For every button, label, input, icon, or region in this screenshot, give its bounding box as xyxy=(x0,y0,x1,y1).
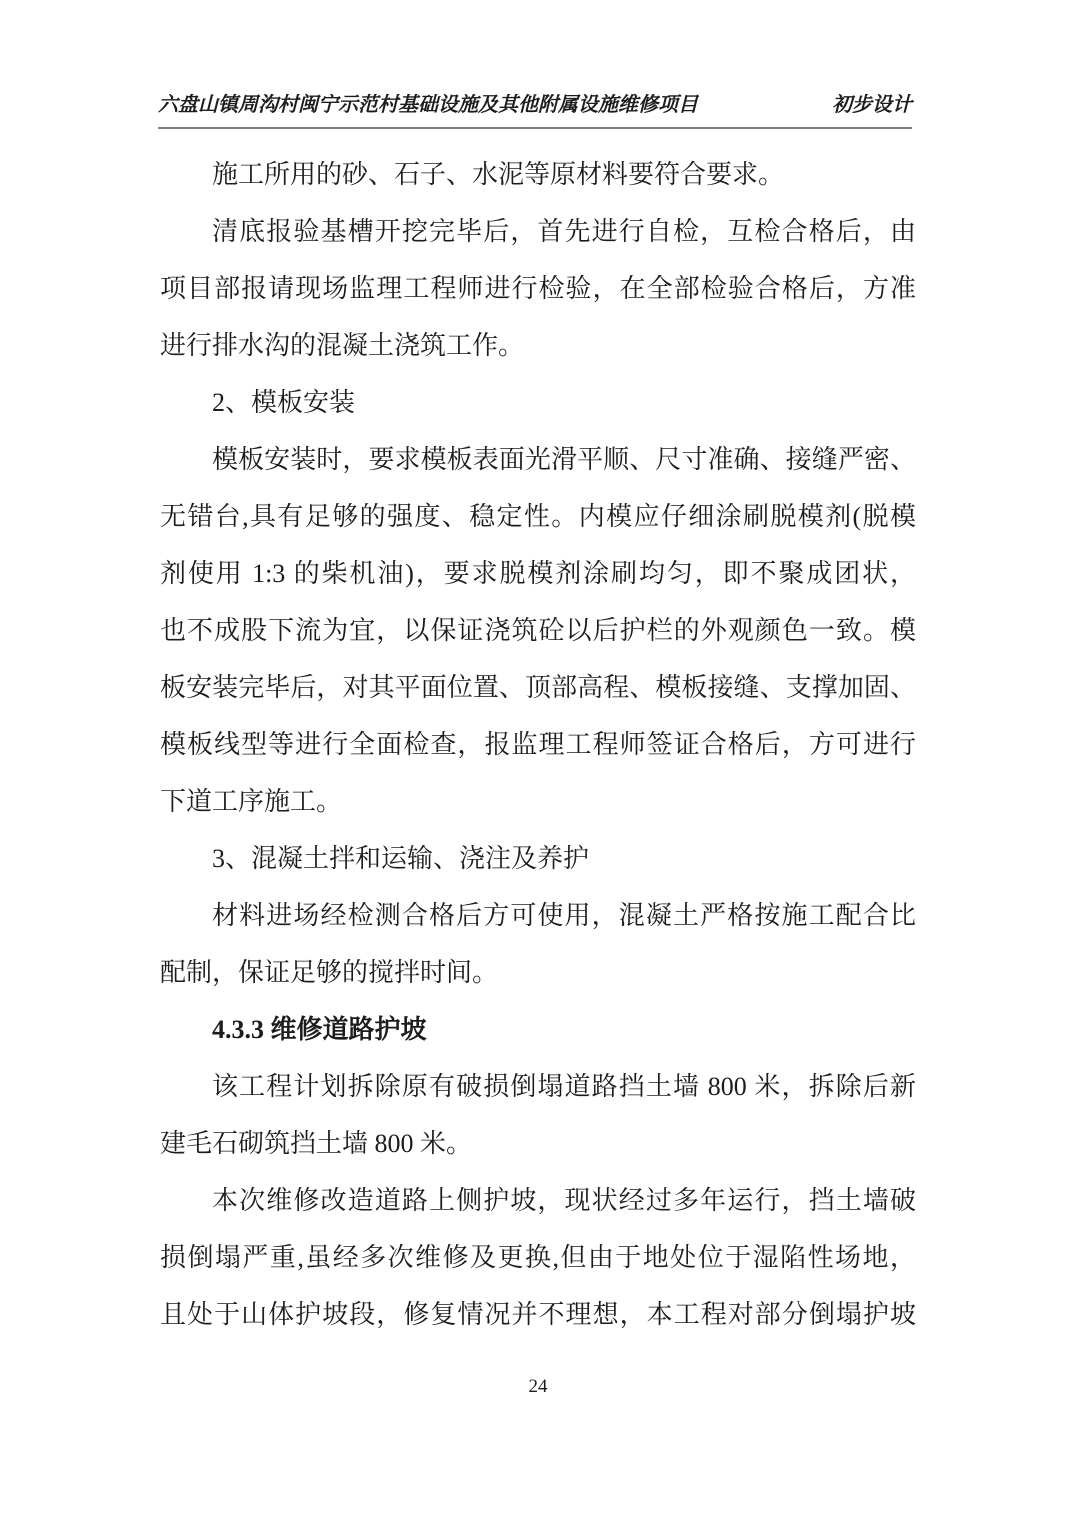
paragraph-line: 项目部报请现场监理工程师进行检验，在全部检验合格后，方准 xyxy=(160,274,916,303)
header-rule xyxy=(158,127,912,129)
page-footer xyxy=(160,1376,916,1398)
header-doc-type: 初步设计 xyxy=(832,94,912,116)
paragraph-line: 且处于山体护坡段，修复情况并不理想，本工程对部分倒塌护坡 xyxy=(160,1300,916,1329)
paragraph-line: 也不成股下流为宜，以保证浇筑砼以后护栏的外观颜色一致。模 xyxy=(160,616,916,645)
document-body xyxy=(160,146,916,1343)
page-header xyxy=(158,88,912,117)
paragraph-line: 模板安装时，要求模板表面光滑平顺、尺寸准确、接缝严密、 xyxy=(212,445,916,474)
paragraph-line: 施工所用的砂、石子、水泥等原材料要符合要求。 xyxy=(212,160,785,189)
section-heading-line: 4.3.3 维修道路护坡 xyxy=(212,1015,427,1044)
paragraph-line: 材料进场经检测合格后方可使用，混凝土严格按施工配合比 xyxy=(212,901,916,930)
paragraph-line: 本次维修改造道路上侧护坡，现状经过多年运行，挡土墙破 xyxy=(212,1186,916,1215)
paragraph-line: 该工程计划拆除原有破损倒塌道路挡土墙 800 米，拆除后新 xyxy=(212,1072,916,1101)
paragraph-line: 进行排水沟的混凝土浇筑工作。 xyxy=(160,331,525,360)
numbered-item-line: 3、混凝土拌和运输、浇注及养护 xyxy=(212,844,590,873)
paragraph-line: 清底报验基槽开挖完毕后，首先进行自检，互检合格后，由 xyxy=(212,217,916,246)
paragraph-line: 下道工序施工。 xyxy=(160,787,343,816)
paragraph-line: 剂使用 1:3 的柴机油)，要求脱模剂涂刷均匀，即不聚成团状， xyxy=(160,559,916,588)
paragraph-line: 配制，保证足够的搅拌时间。 xyxy=(160,958,499,987)
header-project-title: 六盘山镇周沟村闽宁示范村基础设施及其他附属设施维修项目 xyxy=(158,94,698,116)
paragraph-line: 无错台,具有足够的强度、稳定性。内模应仔细涂刷脱模剂(脱模 xyxy=(160,502,916,531)
paragraph-line: 模板线型等进行全面检查，报监理工程师签证合格后，方可进行 xyxy=(160,730,916,759)
page-number: 24 xyxy=(528,1376,548,1397)
paragraph-line: 损倒塌严重,虽经多次维修及更换,但由于地处位于湿陷性场地， xyxy=(160,1243,916,1272)
paragraph-line: 建毛石砌筑挡土墙 800 米。 xyxy=(160,1129,473,1158)
numbered-item-line: 2、模板安装 xyxy=(212,388,356,417)
paragraph-line: 板安装完毕后，对其平面位置、顶部高程、模板接缝、支撑加固、 xyxy=(160,673,916,702)
